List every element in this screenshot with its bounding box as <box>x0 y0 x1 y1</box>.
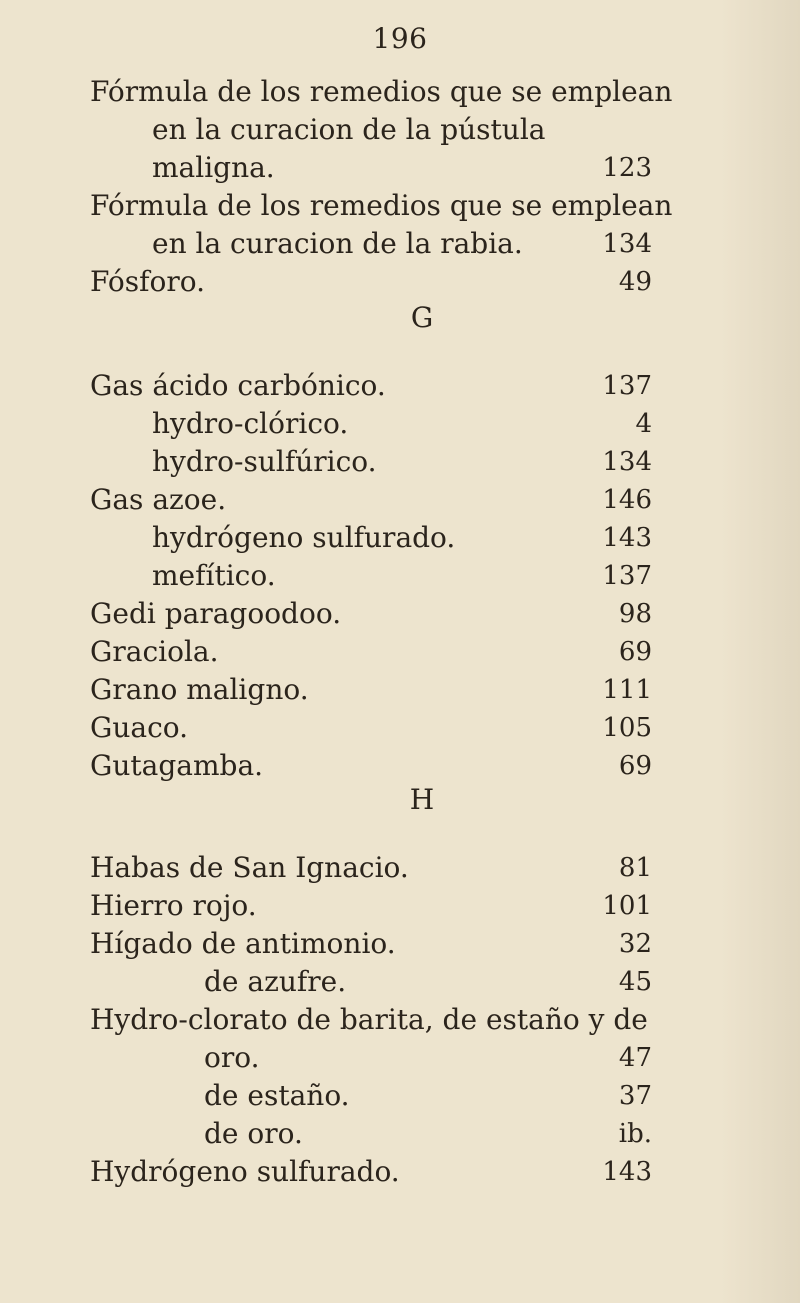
index-entry-page: 45 <box>618 967 652 997</box>
index-entry-text: hydro-clórico. <box>152 407 349 440</box>
index-entry-page: 98 <box>618 599 652 629</box>
index-entry-page: 49 <box>618 267 652 297</box>
index-entry-page: 69 <box>618 751 652 781</box>
index-entry-page: 105 <box>602 713 652 743</box>
index-entry-page: 143 <box>602 523 652 553</box>
index-entry-page: 81 <box>618 853 652 883</box>
index-entry-page: 123 <box>602 153 652 183</box>
index-entry-text: Hydrógeno sulfurado. <box>90 1155 400 1188</box>
index-entry-text: Grano maligno. <box>90 673 309 706</box>
index-entry-text: hydrógeno sulfurado. <box>152 521 456 554</box>
index-entry-text: de azufre. <box>204 965 347 998</box>
index-entry-text: Gas azoe. <box>90 483 227 516</box>
index-entry-text: Habas de San Ignacio. <box>90 851 409 884</box>
index-entry-page: 137 <box>602 371 652 401</box>
index-entry-text: Guaco. <box>90 711 189 744</box>
index-entry-page: 32 <box>618 929 652 959</box>
index-entry-page: 37 <box>618 1081 652 1111</box>
index-entry-text: en la curacion de la rabia. <box>152 227 523 260</box>
index-entry-text: Hydro-clorato de barita, de estaño y de <box>90 1003 648 1036</box>
index-entry-page: 47 <box>618 1043 652 1073</box>
index-entry-text: Graciola. <box>90 635 219 668</box>
index-entry-text: Hierro rojo. <box>90 889 257 922</box>
index-entry-page: 111 <box>602 675 652 705</box>
index-entry-text: de estaño. <box>204 1079 350 1112</box>
index-entry-text: en la curacion de la pústula <box>152 113 546 146</box>
index-entry-text: oro. <box>204 1041 260 1074</box>
index-entry-text: maligna. <box>152 151 275 184</box>
index-entry-page: 134 <box>602 229 652 259</box>
index-entry-text: hydro-sulfúrico. <box>152 445 377 478</box>
index-entry-text: Hígado de antimonio. <box>90 927 396 960</box>
index-entry-text: Fósforo. <box>90 265 205 298</box>
index-entry-page: 137 <box>602 561 652 591</box>
index-entry-text: Gutagamba. <box>90 749 264 782</box>
index-entry-page: 69 <box>618 637 652 667</box>
index-entry-page: 4 <box>635 409 652 439</box>
page-number: 196 <box>372 22 428 55</box>
index-entry-text: de oro. <box>204 1117 303 1150</box>
index-entry-text: Gas ácido carbónico. <box>90 369 386 402</box>
index-entry-text: mefítico. <box>152 559 276 592</box>
index-entry-text: Gedi paragoodoo. <box>90 597 342 630</box>
index-entry-text: Fórmula de los remedios que se emplean <box>90 75 673 108</box>
section-letter-g: G <box>410 301 434 334</box>
index-entry-page: 146 <box>602 485 652 515</box>
index-entry-page: 134 <box>602 447 652 477</box>
index-entry-page: 143 <box>602 1157 652 1187</box>
index-entry-page: ib. <box>618 1119 652 1149</box>
index-entry-page: 101 <box>602 891 652 921</box>
section-letter-h: H <box>409 783 435 816</box>
index-entry-text: Fórmula de los remedios que se emplean <box>90 189 673 222</box>
